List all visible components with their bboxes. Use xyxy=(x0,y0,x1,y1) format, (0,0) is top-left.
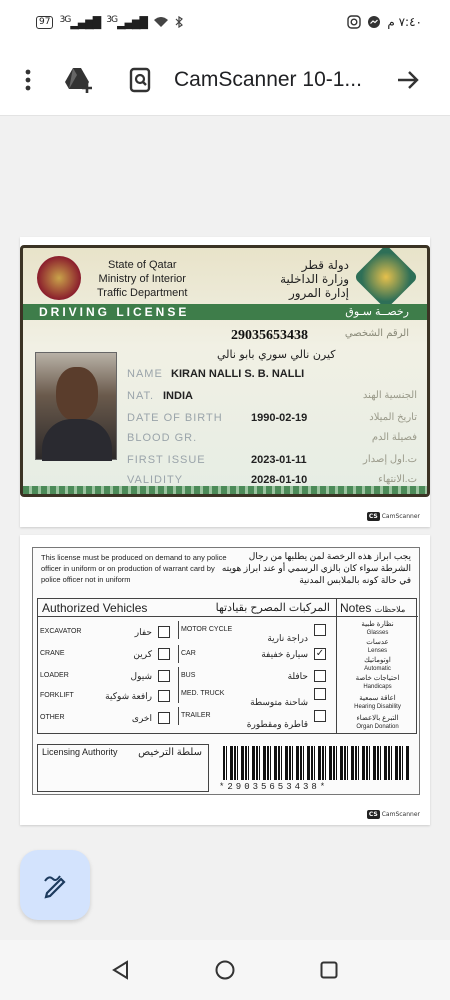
vehicle-crane xyxy=(40,645,174,663)
vehicle-checkbox xyxy=(314,688,326,700)
license-back xyxy=(32,547,420,795)
note-en: Organ Donation xyxy=(356,724,399,730)
camscanner-watermark xyxy=(367,810,420,819)
vehicle-excavator xyxy=(40,623,174,641)
vehicle-ar: رافعة شوكية xyxy=(105,691,152,701)
watermark-text: CamScanner xyxy=(381,811,420,818)
state-en xyxy=(97,258,187,300)
band-en: DRIVING LICENSE xyxy=(39,305,190,319)
notes-en: Notes xyxy=(340,601,372,615)
holder-photo xyxy=(35,352,117,460)
drive-add-icon[interactable] xyxy=(60,60,100,100)
vehicle-en: LOADER xyxy=(40,672,69,679)
note-ar: عدسات xyxy=(366,639,389,646)
state-ar xyxy=(280,258,349,300)
clock: ٧:٤٠ م xyxy=(387,15,422,29)
note-en: Glasses xyxy=(366,630,389,636)
authority-ar: سلطة الترخيص xyxy=(138,747,202,758)
note-en: Automatic xyxy=(364,666,391,672)
recents-square-icon[interactable] xyxy=(319,960,339,980)
license-row xyxy=(127,368,417,386)
edit-pen-icon xyxy=(41,871,69,899)
license-front xyxy=(20,245,430,497)
vehicle-checkbox xyxy=(314,670,326,682)
license-number: 29035653438 xyxy=(231,328,308,343)
vehicle-en: MED. TRUCK xyxy=(181,690,225,697)
row-key: BLOOD GR. xyxy=(127,432,198,444)
number-label-ar: الرقم الشخصي xyxy=(344,328,409,339)
row-ar: ت.اول إصدار xyxy=(363,454,417,465)
vehicle-en: MOTOR CYCLE xyxy=(181,626,233,633)
vehicle-ar: شاحنة متوسطة xyxy=(250,697,308,707)
messenger-icon xyxy=(367,15,381,29)
vehicle-en: OTHER xyxy=(40,714,65,721)
note-ar: اعاقة سمعية xyxy=(359,695,396,702)
vehicle-checkbox xyxy=(314,710,326,722)
row-ar: فصيلة الدم xyxy=(371,432,417,443)
name-ar: كيرن نالي سوري بابو نالي xyxy=(217,348,336,361)
status-left xyxy=(36,14,183,30)
state-en-line: Traffic Department xyxy=(97,287,188,299)
row-key: DATE OF BIRTH xyxy=(127,412,223,424)
vehicle-ar: سيارة خفيفة xyxy=(261,649,308,659)
license-row xyxy=(127,412,417,430)
bluetooth-icon xyxy=(175,16,183,28)
instagram-icon xyxy=(347,15,361,29)
arrow-forward-icon[interactable] xyxy=(388,60,428,100)
authorized-en: Authorized Vehicles xyxy=(42,601,148,615)
vehicle-checkbox xyxy=(158,670,170,682)
watermark-text: CamScanner xyxy=(381,513,420,520)
police-notice-ar: يجب ابراز هذه الرخصة لمن يطلبها من رجال الشرطة سواء كان بالزي الرسمي أو عند ابراز هويته في حالة كونه بالملابس المدنية xyxy=(221,551,411,585)
camscanner-logo-icon: CS xyxy=(368,513,378,520)
wifi-icon xyxy=(153,16,169,28)
note-automatic xyxy=(337,657,418,673)
authorized-ar: المركبات المصرح بقيادتها xyxy=(215,602,330,614)
note-ar: التبرع بالاعضاء xyxy=(356,715,399,722)
note-lenses xyxy=(337,639,418,655)
note-hearing xyxy=(337,695,418,711)
note-ar: احتياجات خاصة xyxy=(355,675,400,682)
vehicle-checkbox: ✓ xyxy=(315,648,325,659)
status-right xyxy=(347,15,422,29)
battery-icon: 97 xyxy=(36,16,53,29)
band-ar: رخصــة سـوق xyxy=(345,306,409,318)
notes-column xyxy=(336,617,418,733)
vehicle-other xyxy=(40,709,174,727)
vehicle-grid xyxy=(37,598,417,734)
vehicle-checkbox xyxy=(158,626,170,638)
app-toolbar xyxy=(0,44,450,116)
state-ar-line: دولة قطر xyxy=(301,258,349,272)
vehicle-checkbox xyxy=(158,648,170,660)
state-en-line: Ministry of Interior xyxy=(98,273,186,285)
vehicle-ar: اخرى xyxy=(131,713,152,723)
vehicle-checkbox xyxy=(158,712,170,724)
ministry-emblem-icon xyxy=(353,245,418,310)
row-value: 2023-01-11 xyxy=(251,454,307,466)
vehicle-en: BUS xyxy=(181,672,196,679)
row-ar: تاريخ الميلاد xyxy=(369,412,417,423)
license-row xyxy=(127,390,417,408)
vehicle-ar: كرين xyxy=(133,649,152,659)
note-en: Handicaps xyxy=(363,684,392,690)
vehicle-en: FORKLIFT xyxy=(40,692,74,699)
note-ar: اوتوماتيك xyxy=(364,657,391,664)
licensing-authority-box xyxy=(37,744,209,792)
signal-icon-1: $^{3G}$▂▄▆█ xyxy=(59,14,101,30)
vehicle-ar: قاطرة ومقطورة xyxy=(246,719,308,729)
note-glasses xyxy=(337,621,418,637)
camscanner-logo-icon: CS xyxy=(368,811,378,818)
file-search-icon[interactable] xyxy=(120,60,160,100)
note-en: Lenses xyxy=(367,648,388,654)
state-ar-line: وزارة الداخلية xyxy=(280,272,349,286)
row-ar: الجنسية الهند xyxy=(362,390,417,401)
annotate-fab[interactable] xyxy=(20,850,90,920)
row-value: 2028-01-10 xyxy=(251,474,308,486)
license-row xyxy=(127,454,417,472)
document-page-1[interactable] xyxy=(20,237,430,527)
signal-icon-2: $^{3G}$▂▄▆█ xyxy=(106,14,147,30)
note-handicaps xyxy=(337,675,418,691)
vehicle-loader xyxy=(40,667,174,685)
vehicle-ar: دراجة نارية xyxy=(267,633,308,643)
driving-license-band xyxy=(23,304,427,320)
row-key: VALIDITY xyxy=(127,474,184,486)
vehicle-bus xyxy=(178,667,330,685)
row-ar: ت.الانتهاء xyxy=(378,474,417,485)
note-ar: نظارة طبية xyxy=(361,621,394,628)
police-notice-en: This license must be produced on demand to any police officer in uniform or on production of warrant card by police officer not in uniform xyxy=(41,553,227,584)
state-en-line: State of Qatar xyxy=(108,259,177,271)
vehicle-trailer xyxy=(178,707,330,729)
notes-ar: ملاحظات xyxy=(374,605,406,614)
state-ar-line: إدارة المرور xyxy=(288,286,349,300)
signal-1-label: 3G xyxy=(59,14,71,26)
row-value: INDIA xyxy=(163,390,193,402)
vehicle-car xyxy=(178,645,330,663)
license-row xyxy=(127,432,417,450)
home-circle-icon[interactable] xyxy=(214,959,236,981)
barcode xyxy=(223,746,409,780)
document-page-2[interactable] xyxy=(20,535,430,825)
vehicle-en: CRANE xyxy=(40,650,65,657)
vehicle-en: TRAILER xyxy=(181,712,211,719)
vehicle-en: EXCAVATOR xyxy=(40,628,82,635)
signal-2-label: 3G xyxy=(106,14,118,26)
row-key: FIRST ISSUE xyxy=(127,454,206,466)
back-triangle-icon[interactable] xyxy=(111,960,131,980)
authority-en: Licensing Authority xyxy=(42,747,118,757)
card-stripe xyxy=(23,486,427,494)
note-en: Hearing Disability xyxy=(354,704,401,710)
document-title: CamScanner 10-1... xyxy=(174,67,362,91)
vehicle-checkbox xyxy=(314,624,326,636)
row-key: NAT. xyxy=(127,390,155,402)
notes-header xyxy=(336,599,418,617)
system-nav-bar xyxy=(0,940,450,1000)
authorized-header xyxy=(38,599,336,617)
vehicle-ar: شيول xyxy=(130,671,152,681)
vehicle-en: CAR xyxy=(181,650,196,657)
vehicle-checkbox xyxy=(158,690,170,702)
more-vert-icon[interactable] xyxy=(8,60,48,100)
vehicle-motorcycle xyxy=(178,621,330,643)
vehicle-med-truck xyxy=(178,685,330,707)
note-organ xyxy=(337,715,418,731)
vehicle-ar: حافلة xyxy=(287,671,308,681)
qatar-emblem-icon xyxy=(37,256,81,300)
vehicle-ar: حفار xyxy=(134,627,152,637)
status-bar xyxy=(0,0,450,44)
row-key: NAME xyxy=(127,368,163,380)
vehicle-forklift xyxy=(40,687,174,705)
row-value: 1990-02-19 xyxy=(251,412,308,424)
camscanner-watermark xyxy=(367,512,420,521)
barcode-number: *29035653438* xyxy=(219,782,329,792)
row-value: KIRAN NALLI S. B. NALLI xyxy=(171,368,305,380)
